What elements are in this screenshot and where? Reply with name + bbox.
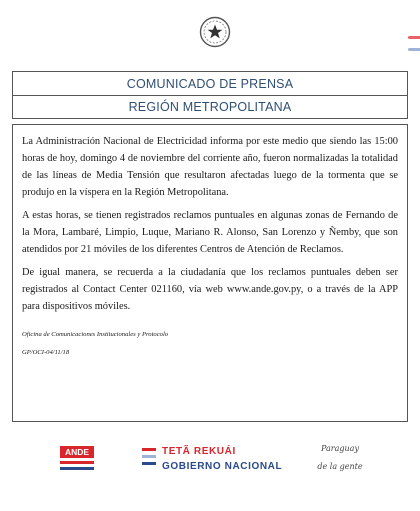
body-paragraph-1: La Administración Nacional de Electricidad informa por este medio que siendo las 15:00 horas de hoy, domingo 4 de noviembre del corriente año, fueron normalizadas la totalidad de las líneas de Media Tensión que resultaron afectadas luego de la tormenta que se produjo en la víspera en la Región Metropolitana. — [22, 136, 398, 198]
header-divider — [13, 95, 407, 96]
press-release-title: COMUNICADO DE PRENSA — [126, 77, 294, 91]
gov-logo-line1: TETÃ REKUÁI — [162, 446, 236, 457]
footer-logos — [0, 440, 420, 500]
region-title: REGIÓN METROPOLITANA — [128, 100, 292, 114]
gov-logo-line2: GOBIERNO NACIONAL — [162, 461, 283, 472]
press-release-header — [12, 71, 408, 119]
issuing-office: Oficina de Comunicaciones Institucionales y Protocolo — [22, 331, 169, 338]
paraguay-de-la-gente-logo — [310, 440, 370, 484]
press-release-body — [12, 124, 408, 422]
pdlg-line1: Paraguay — [321, 444, 359, 453]
flag-stripes-decoration — [408, 36, 420, 60]
pdlg-line2: de la gente — [317, 462, 363, 471]
ande-label: ANDE — [60, 446, 94, 458]
document-reference: GP/OCI-04/11/18 — [22, 349, 70, 356]
gobierno-flag-icon — [142, 448, 156, 469]
body-paragraph-2: A estas horas, se tienen registrados reclamos puntuales en algunas zonas de Fernando de la Mora, Lambaré, Limpio, Luque, Mariano R. Alonso, San Lorenzo y Ñemby, que son atendidos por 21 móviles de los diferentes Centros de Atención de Reclamos. — [22, 210, 398, 255]
ande-logo — [60, 446, 94, 476]
national-seal-icon — [199, 16, 231, 48]
body-paragraph-3: De igual manera, se recuerda a la ciudadanía que los reclamos puntuales deben ser registrados al Contact Center 021160, vía web www.ande.gov.py, o a través de la APP para dispositivos móviles. — [22, 267, 398, 312]
gobierno-nacional-logo — [142, 446, 282, 480]
